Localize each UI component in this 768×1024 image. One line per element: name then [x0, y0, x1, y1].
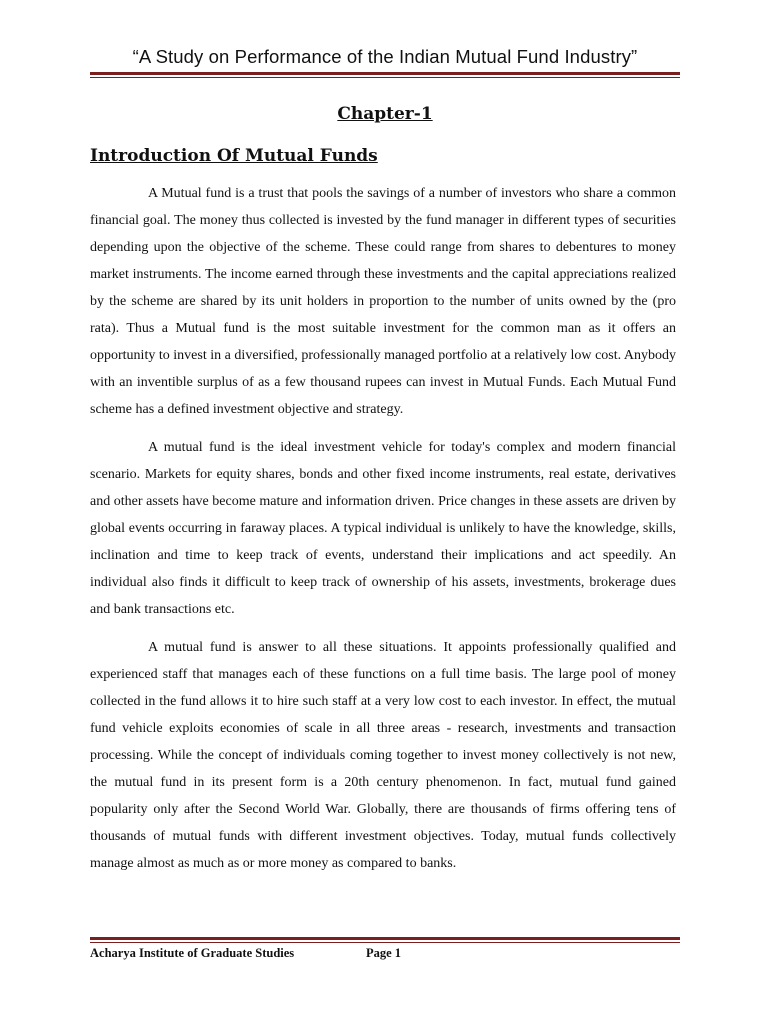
footer-page-number: Page 1 [366, 946, 402, 960]
paragraph: A mutual fund is answer to all these situations. It appoints professionally qualified and experienced staff that manages each of these functions on a full time basis. The large pool of money collected in the fund allows it to hire such staff at a very low cost to each investor. In effect, the mutual fund vehicle exploits economies of scale in all three areas - research, investments and transaction processing. While the concept of individuals coming together to invest money collectively is not new, the mutual fund in its present form is a 20th century phenomenon. In fact, mutual fund gained popularity only after the Second World War. Globally, there are thousands of firms offering tens of thousands of mutual funds with different investment objectives. Today, mutual funds collectively manage almost as much as or more money as compared to banks. [90, 640, 676, 871]
chapter-heading: Chapter-1 [337, 104, 433, 124]
footer-rule [90, 937, 680, 943]
body-text [90, 180, 676, 888]
paragraph: A Mutual fund is a trust that pools the savings of a number of investors who share a common financial goal. The money thus collected is invested by the fund manager in different types of securities depending upon the objective of the scheme. These could range from shares to debentures to money market instruments. The income earned through these investments and the capital appreciations realized by the scheme are shared by its unit holders in proportion to the number of units owned by the (pro rata). Thus a Mutual fund is the most suitable investment for the common man as it offers an opportunity to invest in a diversified, professionally managed portfolio at a relatively low cost. Anybody with an inventible surplus of as a few thousand rupees can invest in Mutual Funds. Each Mutual Fund scheme has a defined investment objective and strategy. [90, 186, 676, 417]
footer-institute: Acharya Institute of Graduate Studies [90, 946, 295, 960]
header-rule [90, 72, 680, 78]
paragraph: A mutual fund is the ideal investment vehicle for today's complex and modern financial scenario. Markets for equity shares, bonds and other fixed income instruments, real estate, derivatives and other assets have become mature and information driven. Price changes in these assets are driven by global events occurring in faraway places. A typical individual is unlikely to have the knowledge, skills, inclination and time to keep track of events, understand their implications and act speedily. An individual also finds it difficult to keep track of ownership of his assets, investments, brokerage dues and bank transactions etc. [90, 440, 676, 617]
section-title: Introduction Of Mutual Funds [90, 146, 378, 166]
running-header-title: “A Study on Performance of the Indian Mutual Fund Industry” [132, 46, 638, 67]
